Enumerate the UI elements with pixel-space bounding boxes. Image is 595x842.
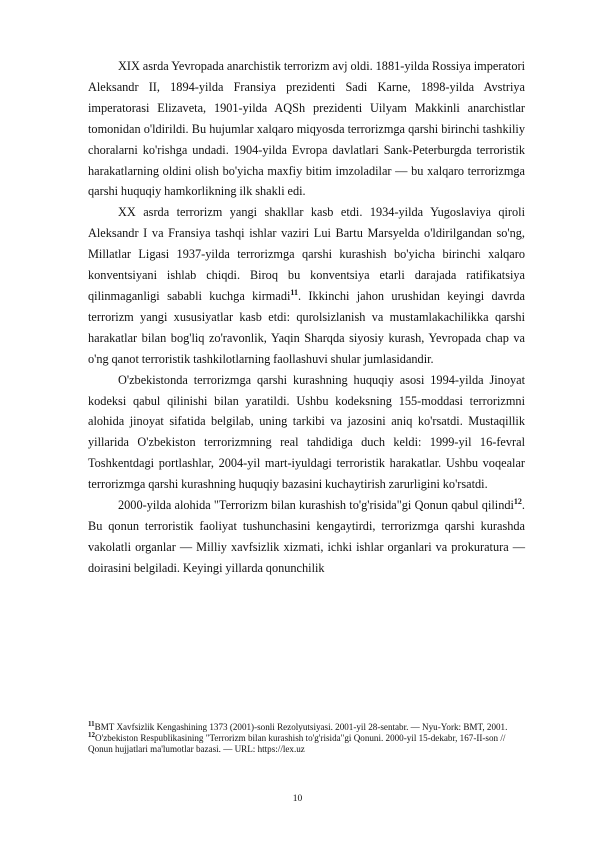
paragraph-text: 2000-yilda alohida "Terrorizm bilan kurashish to'g'risida"gi Qonun qabul qilindi — [118, 498, 514, 513]
paragraph-2 — [88, 202, 525, 369]
paragraph-text: XX asrda terrorizm yangi shakllar kasb etdi. 1934-yilda Yugoslaviya qiroli Aleksandr I va Fransiya tashqi ishlar vaziri Lui Bartu Marsyelda o'ldirilgandan so'ng, Millatlar Ligasi 1937-yilda terrorizmga qarshi kurashish bo'yicha birinchi xalqaro konventsiyani ishlab chiqdi. Biroq bu konventsiya etarli darajada ratifikatsiya qilinmaganligi sababli kuchga kirmadi — [88, 205, 525, 303]
paragraph-3 — [88, 370, 525, 495]
paragraph-text: O'zbekistonda terrorizmga qarshi kurashning huquqiy asosi 1994-yilda Jinoyat kodeksi qabul qilinishi bilan yaratildi. Ushbu kodeksning 155-moddasi terrorizmni alohida jinoyat sifatida belgilab, uning tarkibi va jazosini aniq ko'rsatdi. Mustaqillik yillarida O'zbekiston terrorizmning real tahdidiga duch keldi: 1999-yil 16-fevral Toshkentdagi portlashlar, 2004-yil mart-iyuldagi terroristik harakatlar. Ushbu voqealar terrorizmga qarshi kurashning huquqiy bazasini kuchaytirish zarurligini ko'rsatdi. — [88, 372, 525, 492]
paragraph-text: . Bu qonun terroristik faoliyat tushunchasini kengaytirdi, terrorizmga qarshi kurashda vakolatli organlar — Milliy xavfsizlik xizmati, ichki ishlar organlari va prokuratura — doirasini belgiladi. Keyingi yillarda qonunchilik — [88, 498, 525, 575]
footnote-12 — [88, 730, 525, 755]
paragraph-1 — [88, 56, 525, 202]
page-number: 10 — [292, 794, 303, 804]
footnote-text: BMT Xavfsizlik Kengashining 1373 (2001)-sonli Rezolyutsiyasi. 2001-yil 28-sentabr. — Nyu-York: BMT, 2001. — [94, 722, 508, 732]
footnote-reference-11[interactable]: 11 — [290, 287, 298, 297]
footnote-reference-12[interactable]: 12 — [513, 496, 522, 506]
footnote-number: 12 — [88, 730, 95, 739]
paragraph-text: . Ikkinchi jahon urushidan keyingi davrda terrorizm yangi xususiyatlar kasb etdi: qurolsizlanish va mustamlakachilikka qarshi harakatlar bilan bog'liq zo'ravonlik, Yaqin Sharqda siyosiy kurash, Yevropada chap va o'ng qanot terroristik tashkilotlarning faollashuvi shular jumlasidandir. — [88, 288, 525, 366]
document-body — [88, 56, 525, 579]
paragraph-4 — [88, 495, 525, 579]
footnote-text: O'zbekiston Respublikasining "Terrorizm bilan kurashish to'g'risida"gi Qonuni. 2000-yil 15-dekabr, 167-II-son // Qonun hujjatlari ma'lumotlar bazasi. — URL: https://lex.uz — [88, 733, 506, 754]
paragraph-text: XIX asrda Yevropada anarchistik terrorizm avj oldi. 1881-yilda Rossiya imperatori Aleksandr II, 1894-yilda Fransiya prezidenti Sadi Karne, 1898-yilda Avstriya imperatorasi Elizaveta, 1901-yilda AQSh prezidenti Uilyam Makkinli anarchistlar tomonidan o'ldirildi. Bu hujumlar xalqaro miqyosda terrorizmga qarshi birinchi tashkiliy choralarni ko'rishga undadi. 1904-yilda Evropa davlatlari Sank-Peterburgda terroristik harakatlarning oldini olish bo'yicha maxfiy bitim imzoladilar — bu xalqaro terrorizmga qarshi huquqiy hamkorlikning ilk shakli edi. — [88, 59, 525, 199]
footnotes — [88, 719, 525, 755]
footnote-number: 11 — [88, 719, 95, 728]
footnote-11 — [88, 719, 525, 733]
